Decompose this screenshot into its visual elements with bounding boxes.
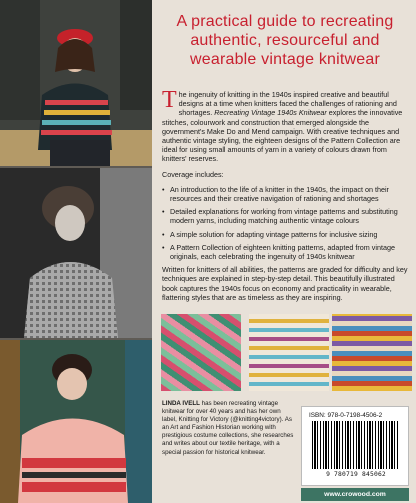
author-bio: LINDA IVELL has been recreating vintage knitwear for over 40 years and has her own label, Knitting for Victory (@knitting4victory). As an Art and Fashion Historian working with prestigious costume collections, she researches and writes about our textile heritage, with a special passion for historical knitwear.: [162, 400, 294, 456]
knit-swatch-wave: [249, 314, 329, 391]
knit-swatch-diagonal: [161, 314, 241, 391]
coverage-item: • A simple solution for adapting vintage patterns for inclusive sizing: [162, 230, 410, 239]
back-cover-panel: [152, 0, 416, 503]
coverage-heading: Coverage includes:: [162, 169, 224, 179]
coverage-list: [162, 185, 410, 261]
vintage-bw-photo: [0, 168, 152, 338]
model-photo-striped-jumper: [0, 0, 152, 166]
author-name: LINDA IVELL: [162, 400, 200, 407]
barcode-block: [301, 406, 409, 486]
coverage-item: • Detailed explanations for working from vintage patterns and substituting modern yarns, including matching authentic vintage colours: [162, 207, 410, 225]
drop-cap: T: [162, 87, 177, 113]
publisher-website: www.crowood.com: [301, 488, 409, 501]
barcode-number: 9 780719 845062: [326, 471, 386, 478]
headline: A practical guide to recreating authentic, resourceful and wearable vintage knitwear: [176, 13, 394, 68]
description-body: [162, 87, 410, 308]
intro-paragraph: The ingenuity of knitting in the 1940s inspired creative and beautiful designs at a time when knitters faced the challenges of rationing and shortages. Recreating Vintage 1940s Knitwear explores the innovative stitches, colourwork and construction that emerged alongside the government's Make Do and Mend campaign. With creative techniques and authentic vintage styling, the eighteen designs of the Pattern Collection are ideal for using small amounts of yarn in a variety of colours drawn from knitters' reserves.: [162, 87, 403, 164]
coverage-item: • An introduction to the life of a knitter in the 1940s, the impact on their resources and their creative navigation of rationing and shortages: [162, 185, 410, 203]
barcode-image: [312, 421, 400, 469]
isbn-label: ISBN: 978-0-7198-4506-2: [309, 412, 383, 419]
model-photo-pink-jumper: [0, 340, 152, 503]
coverage-item: • A Pattern Collection of eighteen knitting patterns, adapted from vintage originals, each celebrating the ingenuity of 1940s knitwear: [162, 243, 410, 261]
closing-paragraph: Written for knitters of all abilities, the patterns are graded for difficulty and key techniques are explained in step-by-step detail. This beautifully illustrated book captures the 1940s focus on economy and practicality in wearable, flattering styles that are as timeless as they are inspiring.: [162, 265, 408, 302]
knit-swatch-multicolour: [332, 314, 412, 391]
